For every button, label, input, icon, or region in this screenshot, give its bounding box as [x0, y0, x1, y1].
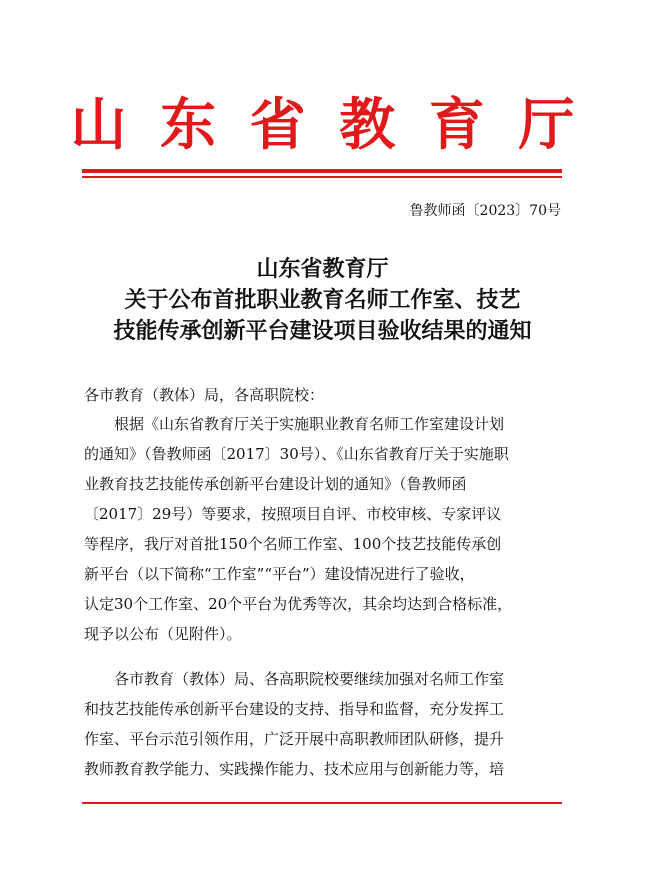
salutation: 各市教育（教体）局，各高职院校：	[84, 386, 325, 404]
paragraph-line: 等程序，我厅对首批150个名师工作室、100个技艺技能传承创	[84, 535, 502, 553]
paragraph-line: 业教育技艺技能传承创新平台建设计划的通知》（鲁教师函	[84, 475, 467, 493]
document-number: 鲁教师函〔2023〕70号	[409, 203, 561, 219]
masthead-thin-rule	[82, 176, 562, 178]
title-line-2: 关于公布首批职业教育名师工作室、技艺	[124, 287, 521, 313]
paragraph-line: 和技艺技能传承创新平台建设的支持、指导和监督，充分发挥工	[84, 700, 505, 718]
issuer-masthead: 山东省教育厅	[70, 92, 609, 158]
masthead-thick-rule	[82, 169, 562, 173]
paragraph-line: 根据《山东省教育厅关于实施职业教育名师工作室建设计划	[84, 415, 505, 433]
paragraph-line: 作室、平台示范引领作用，广泛开展中高职教师团队研修，提升	[84, 730, 505, 748]
paragraph-line: 教师教育教学能力、实践操作能力、技术应用与创新能力等，培	[84, 760, 505, 778]
paragraph-line: 的通知》（鲁教师函〔2017〕30号）、《山东省教育厅关于实施职	[84, 445, 509, 463]
body-paragraph-2	[84, 664, 564, 784]
paragraph-line: 现予以公布（见附件）。	[84, 625, 242, 643]
paragraph-line: 新平台（以下简称“工作室”“平台”）建设情况进行了验收，	[84, 565, 475, 583]
paragraph-line: 各市教育（教体）局、各高职院校要继续加强对名师工作室	[84, 670, 505, 688]
title-line-1: 山东省教育厅	[256, 256, 389, 282]
document-title	[0, 254, 645, 347]
body-paragraph-1	[84, 409, 564, 649]
paragraph-line: 〔2017〕29号）等要求，按照项目自评、市校审核、专家评议	[84, 505, 502, 523]
paragraph-line: 认定30个工作室、20个平台为优秀等次，其余均达到合格标准，	[84, 595, 513, 613]
title-line-3: 技能传承创新平台建设项目验收结果的通知	[113, 318, 532, 344]
footer-red-rule	[82, 802, 562, 804]
